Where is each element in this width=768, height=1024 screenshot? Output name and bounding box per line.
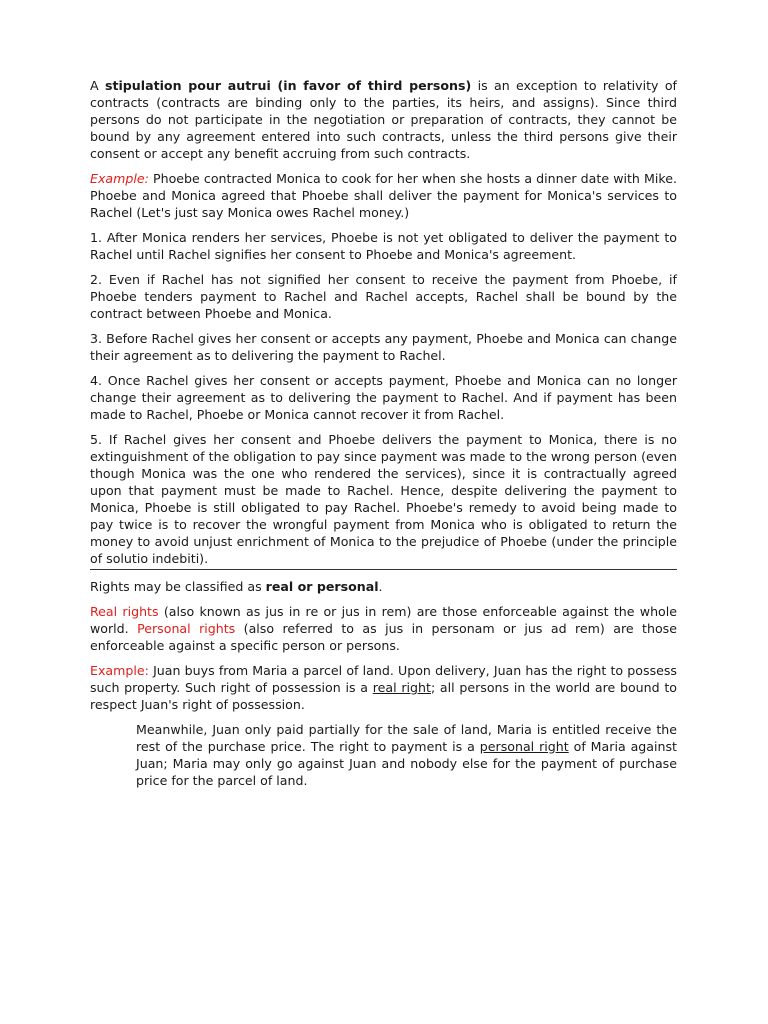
list-item-3: 3. Before Rachel gives her consent or accepts any payment, Phoebe and Monica can change their agreement as to delivering the payment to Rachel. bbox=[90, 331, 677, 363]
paragraph-real-personal-definitions bbox=[90, 603, 677, 654]
document-page bbox=[90, 77, 677, 797]
term-personal-rights: Personal rights bbox=[137, 621, 236, 636]
list-item-4: 4. Once Rachel gives her consent or accepts payment, Phoebe and Monica can no longer change their agreement as to delivering the payment to Rachel. And if payment has been made to Rachel, Phoebe or Monica cannot recover it from Rachel. bbox=[90, 373, 677, 422]
term-real-rights: Real rights bbox=[90, 604, 159, 619]
text-real-definition: (also known as jus in re or jus in rem) are those enforceable against the whole world. bbox=[90, 604, 677, 636]
list-item-5: 5. If Rachel gives her consent and Phoebe delivers the payment to Monica, there is no extinguishment of the obligation to pay since payment was made to the wrong person (even though Monica was the one who rendered the services), since it is contractually agreed upon that payment must be made to Rachel. Hence, despite delivering the payment to Monica, Phoebe is still obligated to pay Rachel. Phoebe's remedy to avoid being made to pay twice is to recover the wrongful payment from Monica who is obligated to return the money to avoid unjust enrichment of Monica to the prejudice of Phoebe (under the principle of solutio indebiti). bbox=[90, 432, 677, 566]
example-label: Example: bbox=[90, 171, 149, 186]
paragraph-stipulation-intro bbox=[90, 77, 677, 162]
text-rights-post: . bbox=[378, 579, 383, 594]
list-item-1: 1. After Monica renders her services, Phoebe is not yet obligated to deliver the payment to Rachel until Rachel signifies her consent to Phoebe and Monica's agreement. bbox=[90, 230, 677, 262]
paragraph-rights-classified bbox=[90, 578, 677, 595]
term-real-or-personal: real or personal bbox=[265, 579, 379, 594]
paragraph-meanwhile-juan bbox=[136, 721, 677, 789]
list-item-2: 2. Even if Rachel has not signified her consent to receive the payment from Phoebe, if Phoebe tenders payment to Rachel and Rachel accepts, Rachel shall be bound by the contract between Phoebe and Monica. bbox=[90, 272, 677, 321]
text-juan-post: ; all persons in the world are bound to respect Juan's right of possession. bbox=[90, 680, 678, 712]
term-real-right: real right bbox=[372, 680, 431, 695]
text-juan-pre: Juan buys from Maria a parcel of land. Upon delivery, Juan has the right to possess such property. Such right of possession is a bbox=[90, 663, 677, 695]
term-personal-right: personal right bbox=[479, 739, 569, 754]
text-stipulation-rest: is an exception to relativity of contracts (contracts are binding only to the parties, its heirs, and assigns). Since third persons do not participate in the negotiation or preparation of contracts, they cannot be bound by any agreement entered into such contracts, unless the third persons give their consent or accept any benefit accruing from such contracts. bbox=[90, 78, 677, 161]
text-rights-pre: Rights may be classified as bbox=[90, 579, 266, 594]
example-text: Phoebe contracted Monica to cook for her when she hosts a dinner date with Mike. Phoebe and Monica agreed that Phoebe shall deliver the payment for Monica's services to Rachel (Let's just say Monica owes Rachel money.) bbox=[90, 171, 677, 220]
text-personal-definition: (also referred to as jus in personam or jus ad rem) are those enforceable against a specific person or persons. bbox=[90, 621, 677, 653]
text-meanwhile-post: of Maria against Juan; Maria may only go against Juan and nobody else for the payment of purchase price for the parcel of land. bbox=[136, 739, 677, 788]
term-stipulation: stipulation pour autrui (in favor of third persons) bbox=[104, 78, 472, 93]
section-divider bbox=[90, 569, 677, 570]
text-a: A bbox=[90, 78, 105, 93]
paragraph-example-phoebe bbox=[90, 170, 677, 221]
text-meanwhile-pre: Meanwhile, Juan only paid partially for the sale of land, Maria is entitled receive the rest of the purchase price. The right to payment is a bbox=[136, 722, 677, 754]
paragraph-example-juan bbox=[90, 662, 677, 713]
example-label-2: Example: bbox=[90, 663, 149, 678]
